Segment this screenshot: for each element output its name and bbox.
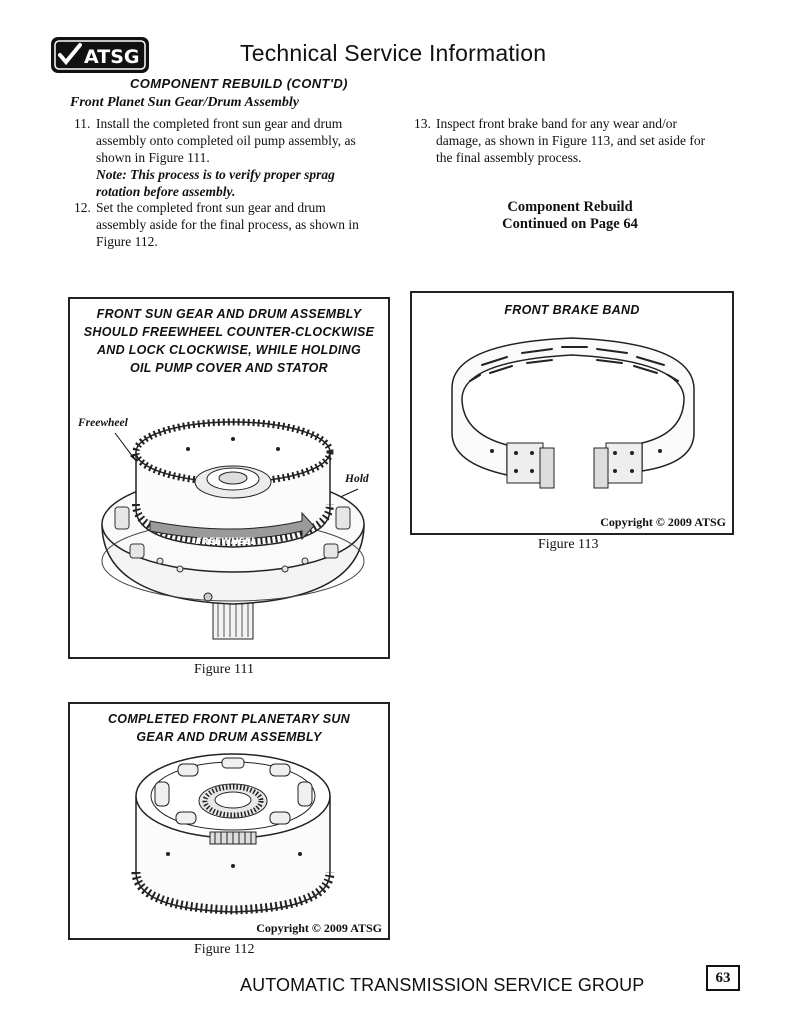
step-text: Install the completed front sun gear and drum assembly onto completed oil pump assembly, as shown in Figure 111. — [96, 116, 356, 165]
figure-title-line: AND LOCK CLOCKWISE, WHILE HOLDING — [96, 343, 362, 357]
freewheel-arrow-label: FREEWHEEL — [195, 537, 257, 547]
figure-113-box — [410, 291, 734, 535]
continued-line2: Continued on Page 64 — [502, 216, 638, 232]
figure-111-caption: Figure 111 — [194, 662, 255, 677]
step-number: 13. — [414, 116, 431, 131]
figure-112-copyright: Copyright © 2009 ATSG — [256, 921, 382, 935]
figure-title-line: COMPLETED FRONT PLANETARY SUN — [107, 712, 351, 726]
hold-label: Hold — [345, 473, 369, 485]
step-number: 11. — [74, 116, 91, 131]
page-title: Technical Service Information — [240, 40, 547, 66]
continued-line1: Component Rebuild — [507, 199, 633, 215]
step-note: Note: This process is to verify proper sprag rotation before assembly. — [96, 167, 335, 199]
step-text: Inspect front brake band for any wear and/or damage, as shown in Figure 113, and set aside for the final assembly process. — [436, 116, 706, 165]
section-subheading: Front Planet Sun Gear/Drum Assembly — [70, 95, 299, 110]
figure-title-line: FRONT SUN GEAR AND DRUM ASSEMBLY — [96, 307, 362, 321]
figure-111-box — [68, 297, 390, 659]
figure-113-title: FRONT BRAKE BAND — [504, 303, 640, 317]
atsg-logo — [50, 36, 150, 74]
step-13 — [414, 115, 724, 166]
step-number: 12. — [74, 200, 91, 215]
page-number: 63 — [706, 965, 740, 991]
step-11 — [74, 115, 374, 200]
front-brake-band-illustration — [412, 293, 732, 533]
figure-113-caption: Figure 113 — [538, 537, 599, 552]
completed-sun-gear-drum-illustration — [70, 704, 388, 938]
figure-title-line: SHOULD FREEWHEEL COUNTER-CLOCKWISE — [83, 325, 375, 339]
step-12 — [74, 199, 374, 250]
figure-112-caption: Figure 112 — [194, 942, 255, 957]
freewheel-label: Freewheel — [78, 417, 128, 429]
figure-112-box — [68, 702, 390, 940]
logo-text: ATSG — [84, 46, 140, 68]
step-text: Set the completed front sun gear and drum assembly aside for the final process, as shown in Figure 112. — [96, 200, 359, 249]
sun-gear-drum-on-pump-illustration — [70, 299, 388, 657]
figure-title-line: OIL PUMP COVER AND STATOR — [129, 361, 329, 375]
figure-title-line: GEAR AND DRUM ASSEMBLY — [136, 730, 322, 744]
footer-text: AUTOMATIC TRANSMISSION SERVICE GROUP — [240, 975, 645, 995]
section-heading: COMPONENT REBUILD (CONT'D) — [130, 76, 348, 91]
continued-note — [470, 199, 670, 233]
figure-113-copyright: Copyright © 2009 ATSG — [600, 515, 726, 529]
